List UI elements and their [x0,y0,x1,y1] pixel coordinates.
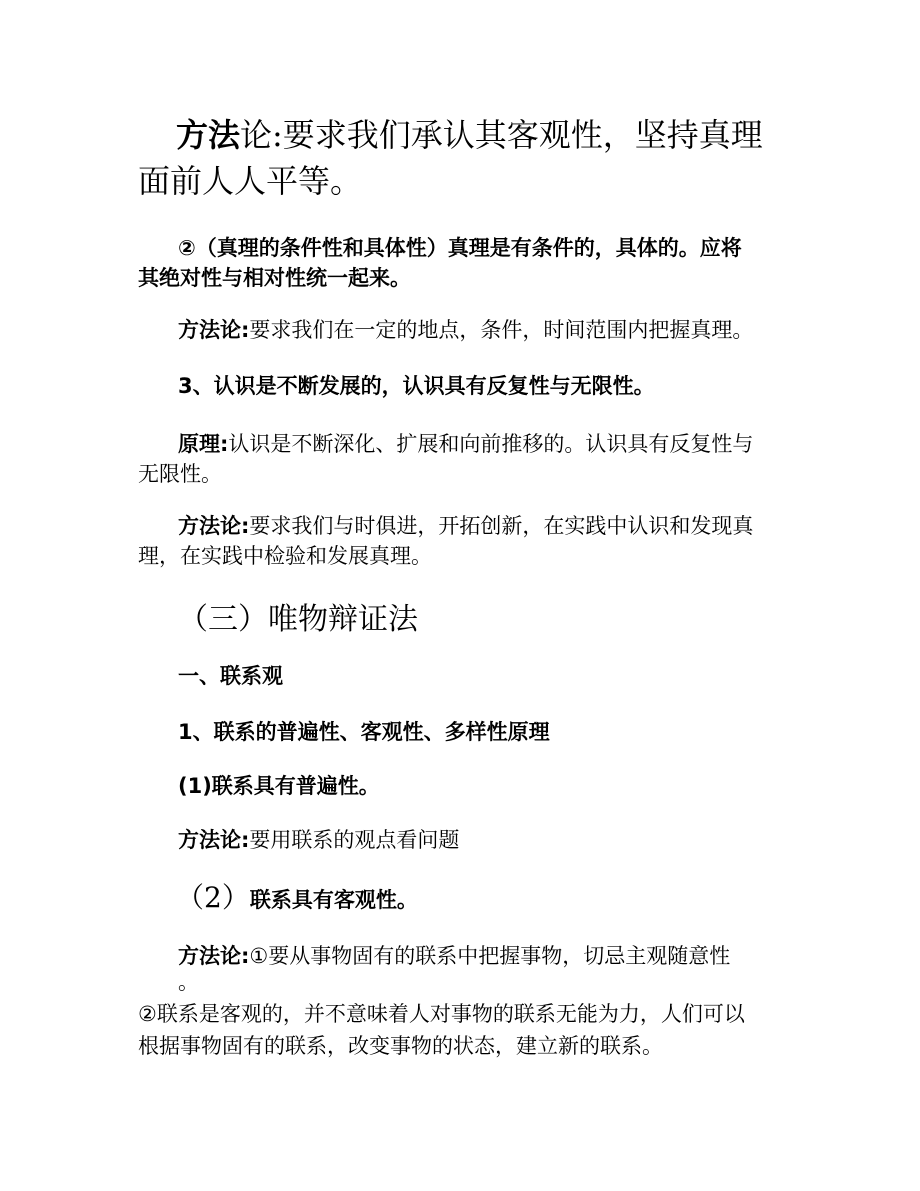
paragraph-1-text: 论:要求我们承认其客观性，坚持真理 [240,116,763,154]
paragraph-8-line-1 [178,940,730,970]
section-heading-three: （三）唯物辩证法 [178,602,418,637]
heading-objectivity [176,876,418,916]
paragraph-5-line-2: 无限性。 [138,462,222,486]
paragraph-6-line-1 [178,510,753,540]
paragraph-2-line-1: ②（真理的条件性和具体性）真理是有条件的，具体的。应将 [178,236,742,260]
heading-connection-view: 一、联系观 [178,664,283,688]
method-label: 方法论: [178,828,250,852]
paragraph-8-period: 。 [178,970,199,994]
method-label: 方法 [176,116,241,154]
paragraph-3-text: 要求我们在一定的地点，条件，时间范围内把握真理。 [249,318,754,342]
paragraph-1-line-1 [176,110,763,156]
paragraph-5-line-1 [178,428,753,458]
paragraph-3 [178,314,753,344]
paragraph-8-line-3: 根据事物固有的联系，改变事物的状态，建立新的联系。 [138,1034,663,1058]
principle-label: 原理: [178,432,229,456]
method-label: 方法论: [178,944,250,968]
paragraph-8-line-2: ②联系是客观的，并不意味着人对事物的联系无能为力，人们可以 [138,1002,745,1026]
paragraph-7 [178,824,459,854]
heading-universality: (1)联系具有普遍性。 [178,774,380,798]
method-label: 方法论: [178,318,250,342]
paragraph-8-text: ①要从事物固有的联系中把握事物，切忌主观随意性 [249,944,731,968]
paragraph-4-heading: 3、认识是不断发展的，认识具有反复性与无限性。 [178,374,655,398]
heading-principle-1: 1、联系的普遍性、客观性、多样性原理 [178,720,550,744]
heading-objectivity-text: 联系具有客观性。 [249,888,418,912]
paragraph-2-line-2: 其绝对性与相对性统一起来。 [138,266,411,290]
paragraph-5-text: 认识是不断深化、扩展和向前推移的。认识具有反复性与 [228,432,754,456]
method-label: 方法论: [178,514,250,538]
paragraph-1-line-2: 面前人人平等。 [138,162,363,200]
paragraph-7-text: 要用联系的观点看问题 [249,828,460,852]
paragraph-6-line-2: 理，在实践中检验和发展真理。 [138,544,432,568]
heading-objectivity-number: （2） [176,881,250,914]
paragraph-6-text: 要求我们与时俱进，开拓创新，在实践中认识和发现真 [249,514,754,538]
